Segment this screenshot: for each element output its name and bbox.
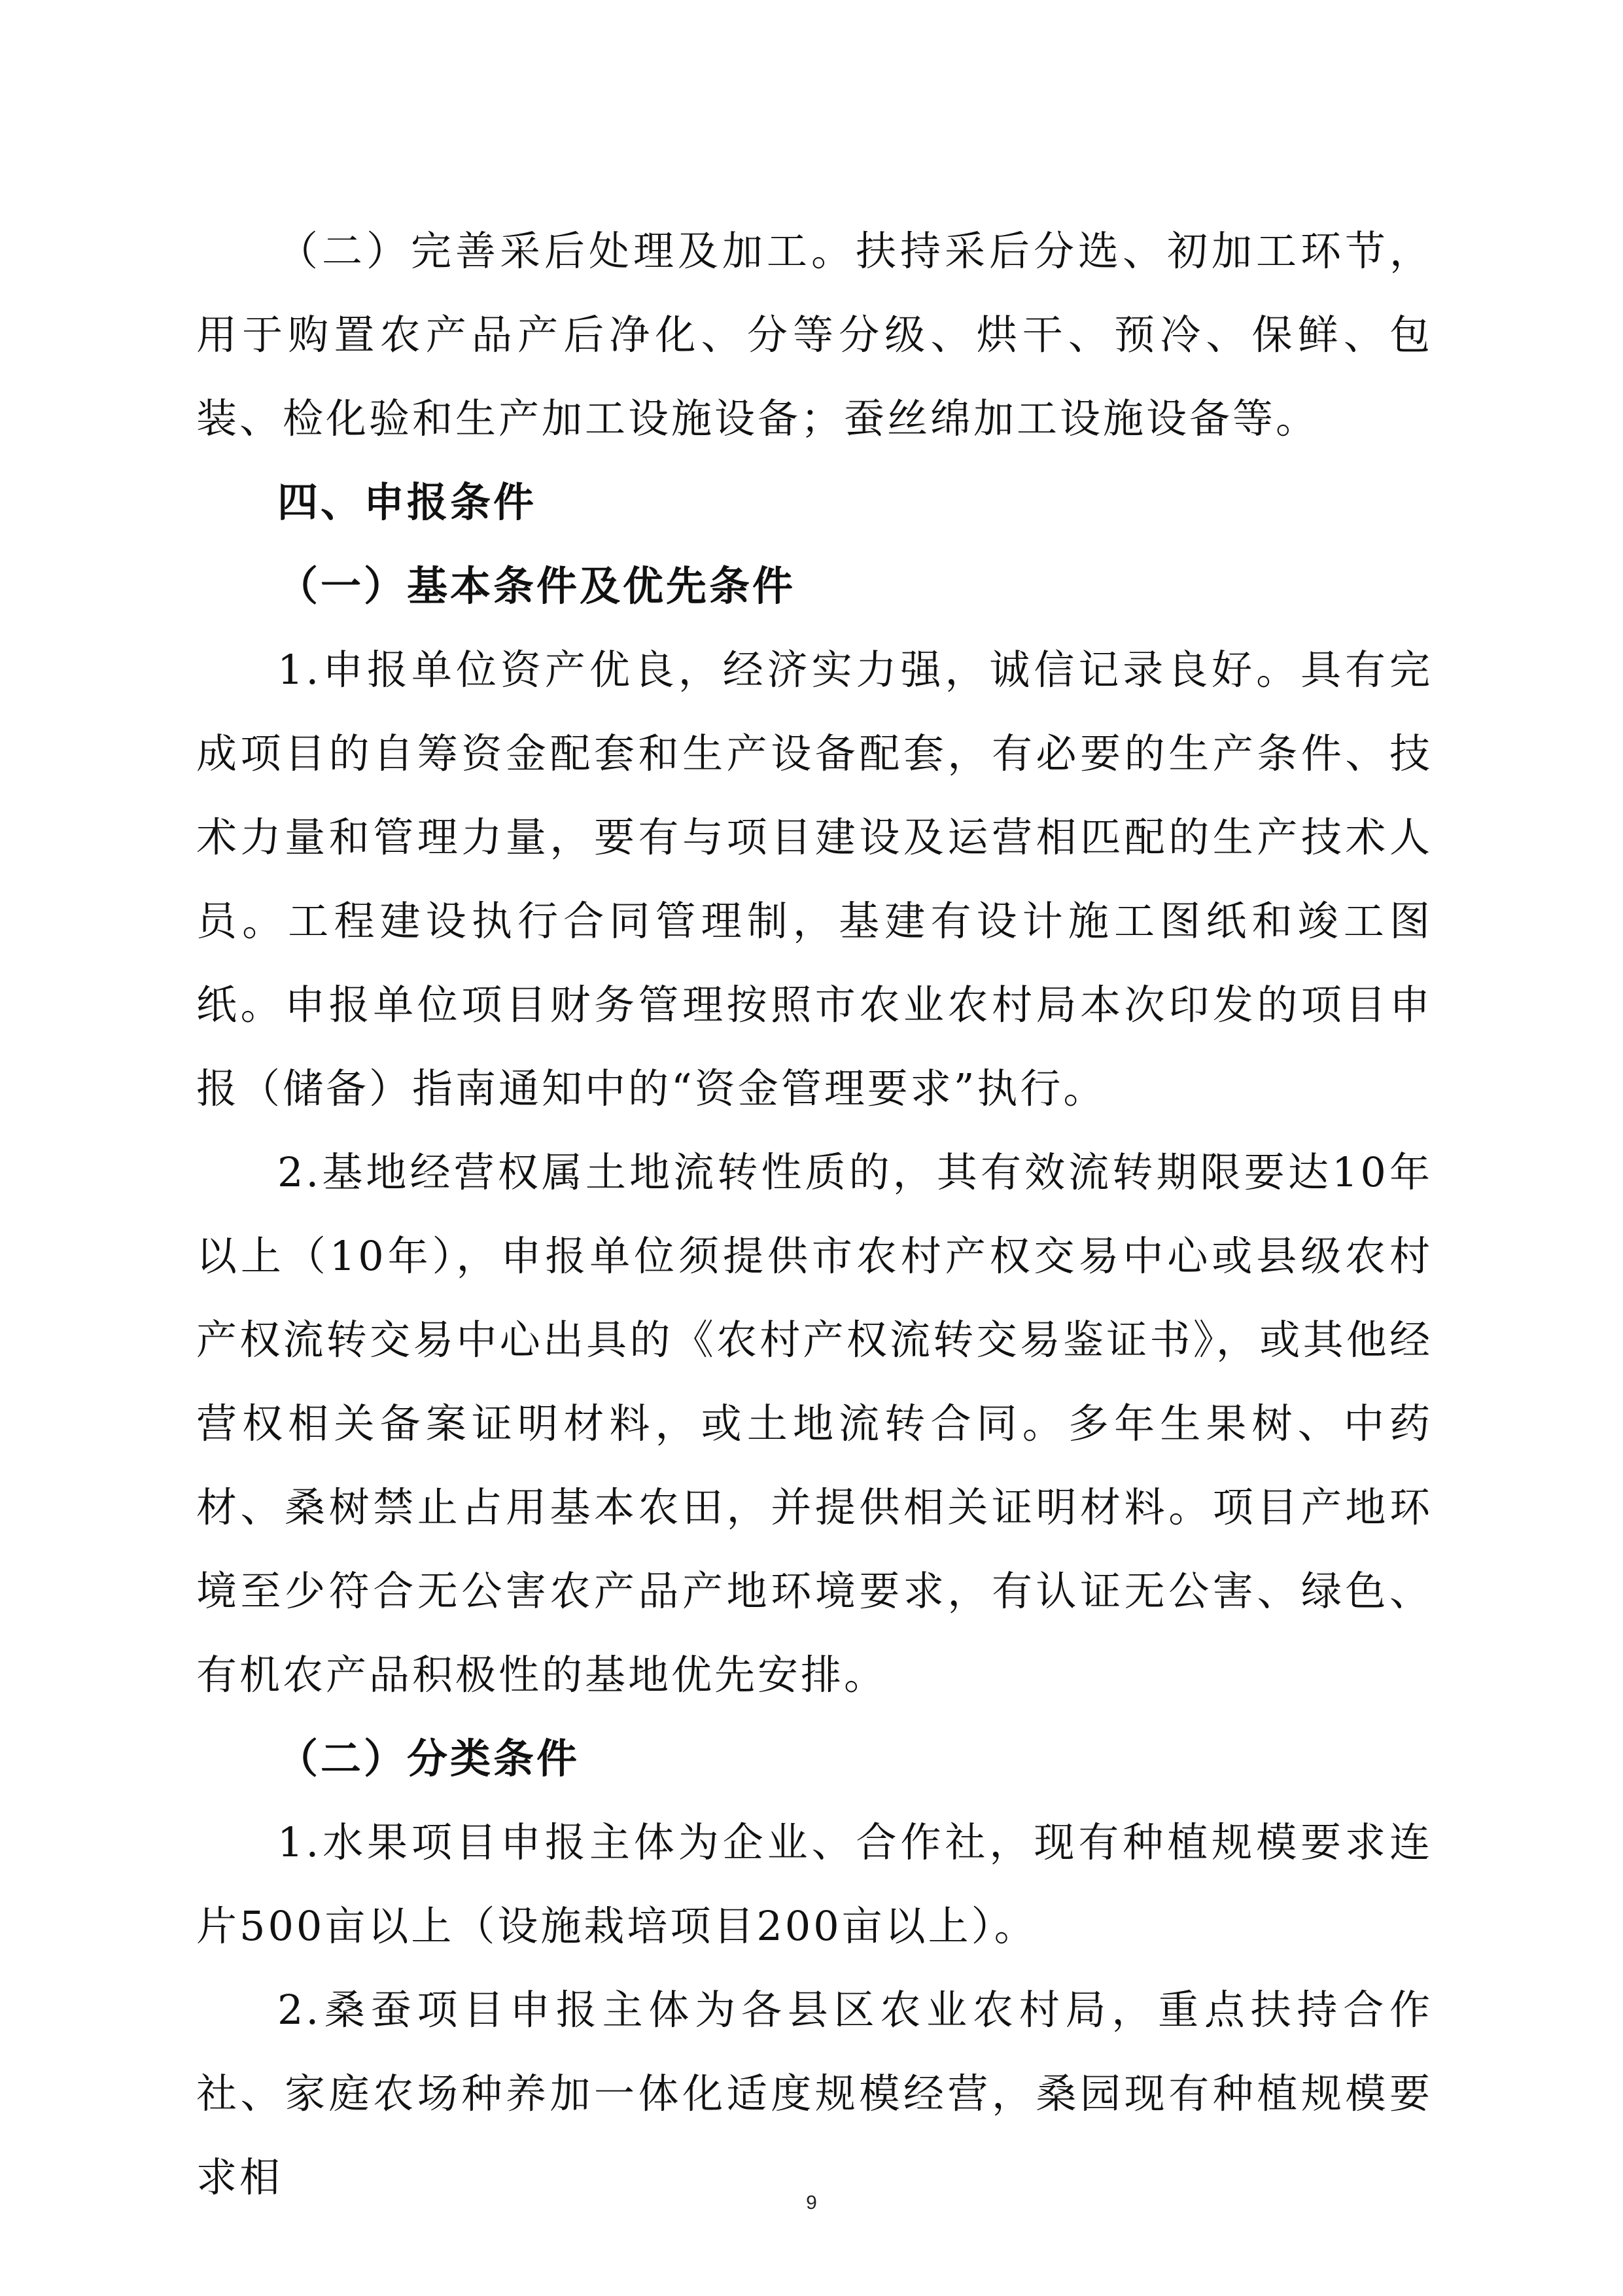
paragraph-sericulture-projects: 2.桑蚕项目申报主体为各县区农业农村局，重点扶持合作社、家庭农场种养加一体化适度规模经营，桑园现有种植规模要求相	[196, 1986, 1433, 2201]
section-heading-application-conditions: 四、申报条件	[277, 478, 537, 526]
subsection-heading-classified-conditions: （二）分类条件	[277, 1735, 580, 1782]
paragraph-condition-1: 1.申报单位资产优良，经济实力强，诚信记录良好。具有完成项目的自筹资金配套和生产设备配套，有必要的生产条件、技术力量和管理力量，要有与项目建设及运营相匹配的生产技术人员。工程建设执行合同管理制，基建有设计施工图纸和竣工图纸。申报单位项目财务管理按照市农业农村局本次印发的项目申报（储备）指南通知中的“资金管理要求”执行。	[196, 646, 1433, 1112]
paragraph-post-harvest-processing: （二）完善采后处理及加工。扶持采后分选、初加工环节，用于购置农产品产后净化、分等分级、烘干、预冷、保鲜、包装、检化验和生产加工设施设备；蚕丝绵加工设施设备等。	[196, 227, 1433, 442]
page-number: 9	[806, 2192, 817, 2214]
paragraph-condition-2: 2.基地经营权属土地流转性质的，其有效流转期限要达10年以上（10年），申报单位须提供市农村产权交易中心或县级农村产权流转交易中心出具的《农村产权流转交易鉴证书》，或其他经营权相关备案证明材料，或土地流转合同。多年生果树、中药材、桑树禁止占用基本农田，并提供相关证明材料。项目产地环境至少符合无公害农产品产地环境要求，有认证无公害、绿色、有机农产品积极性的基地优先安排。	[196, 1148, 1433, 1699]
paragraph-fruit-projects: 1.水果项目申报主体为企业、合作社，现有种植规模要求连片500亩以上（设施栽培项目200亩以上）。	[196, 1818, 1433, 1950]
document-body	[196, 209, 1433, 2219]
subsection-heading-basic-conditions: （一）基本条件及优先条件	[277, 562, 796, 610]
